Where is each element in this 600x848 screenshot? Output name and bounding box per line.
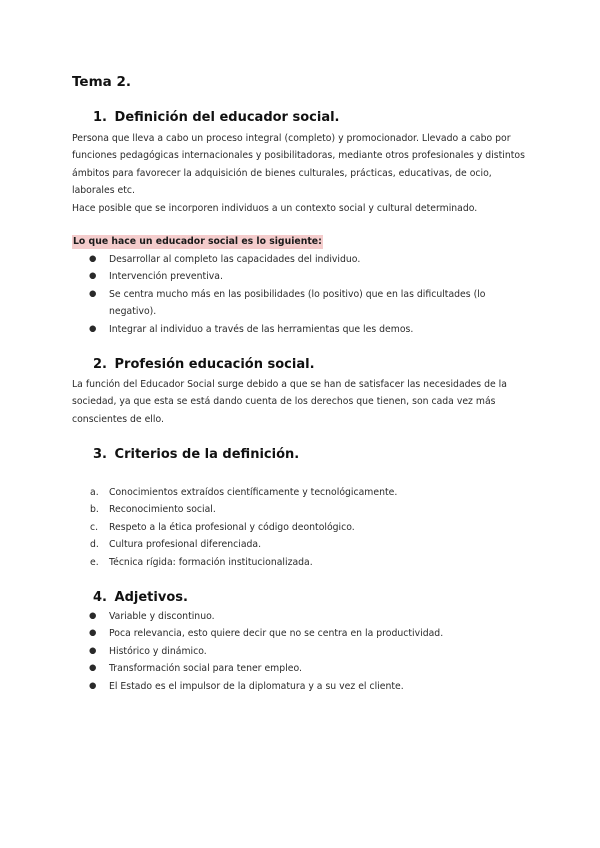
bullet-icon: ● — [89, 628, 97, 639]
list-item — [72, 519, 512, 536]
bullet-icon: ● — [89, 271, 97, 282]
list-item-text: Variable y discontinuo. — [109, 611, 215, 622]
list-item — [72, 286, 512, 321]
list-item — [72, 268, 512, 285]
section-2-body — [72, 376, 534, 428]
section-number: 1. — [93, 110, 107, 125]
list-item — [72, 501, 512, 518]
section-2-heading — [93, 357, 315, 372]
section-1-body — [72, 130, 534, 217]
list-letter: a. — [90, 487, 99, 498]
list-item-text: Se centra mucho más en las posibilidades (lo positivo) que en las dificultades (lo negativo). — [109, 288, 486, 318]
bullet-icon: ● — [89, 323, 97, 334]
section-heading-text: Criterios de la definición. — [114, 447, 300, 462]
section-4-heading — [93, 590, 188, 605]
list-item — [72, 554, 512, 571]
section-heading-text: Definición del educador social. — [114, 110, 340, 125]
list-letter: d. — [90, 539, 99, 551]
list-item — [72, 678, 512, 695]
section-3-heading — [93, 447, 299, 462]
section-heading-text: Profesión educación social. — [114, 357, 315, 372]
list-item — [72, 251, 512, 268]
bullet-list-1 — [72, 251, 512, 338]
list-item-text: Intervención preventiva. — [109, 271, 223, 283]
section-1-heading — [93, 110, 340, 125]
list-item-text: Respeto a la ética profesional y código deontológico. — [109, 521, 355, 533]
list-item-text: Transformación social para tener empleo. — [109, 663, 302, 675]
list-item-text: Técnica rígida: formación institucionalizada. — [109, 556, 313, 568]
bullet-icon: ● — [89, 645, 97, 656]
paragraph: Persona que lleva a cabo un proceso integral (completo) y promocionador. Llevado a cabo por funciones pedagógicas internacionales y posibilitadoras, mediante otros profesionales y distintos ámbitos para favorecer la adquisición de bienes culturales, prácticas, educativas, de ocio, laborales etc. — [72, 133, 525, 197]
list-item — [72, 536, 512, 553]
lettered-list — [72, 484, 512, 571]
list-item — [72, 321, 512, 338]
list-item-text: Poca relevancia, esto quiere decir que no se centra en la productividad. — [109, 628, 444, 640]
bullet-icon: ● — [89, 288, 97, 299]
highlighted-text: Lo que hace un educador social es lo siguiente: — [73, 236, 322, 247]
list-item — [72, 660, 512, 677]
list-item — [72, 484, 512, 501]
paragraph: La función del Educador Social surge debido a que se han de satisfacer las necesidades de la sociedad, ya que esta se está dando cuenta de los derechos que tienen, son cada vez más conscientes de ello. — [72, 379, 507, 425]
list-item-text: El Estado es el impulsor de la diplomatura y a su vez el cliente. — [109, 680, 404, 692]
bullet-icon: ● — [89, 663, 97, 674]
list-item — [72, 625, 512, 642]
bullet-icon: ● — [89, 611, 97, 621]
bullet-list-4 — [72, 608, 512, 695]
document-title: Tema 2. — [72, 74, 131, 90]
list-item-text: Histórico y dinámico. — [109, 645, 207, 657]
section-number: 4. — [93, 590, 107, 605]
section-number: 3. — [93, 447, 107, 462]
section-heading-text: Adjetivos. — [114, 590, 188, 605]
list-item — [72, 643, 512, 660]
list-item-text: Reconocimiento social. — [109, 504, 216, 516]
list-item-text: Cultura profesional diferenciada. — [109, 539, 262, 551]
bullet-icon: ● — [89, 680, 97, 691]
bullet-icon: ● — [89, 254, 97, 264]
list-item-text: Desarrollar al completo las capacidades del individuo. — [109, 254, 361, 265]
list-letter: e. — [90, 556, 99, 568]
list-item-text: Conocimientos extraídos científicamente y tecnológicamente. — [109, 487, 398, 498]
list-item — [72, 608, 512, 625]
list-letter: c. — [90, 521, 99, 533]
paragraph: Hace posible que se incorporen individuos a un contexto social y cultural determinado. — [72, 202, 478, 214]
list-item-text: Integrar al individuo a través de las herramientas que les demos. — [109, 323, 414, 335]
list-letter: b. — [90, 504, 99, 516]
section-number: 2. — [93, 357, 107, 372]
